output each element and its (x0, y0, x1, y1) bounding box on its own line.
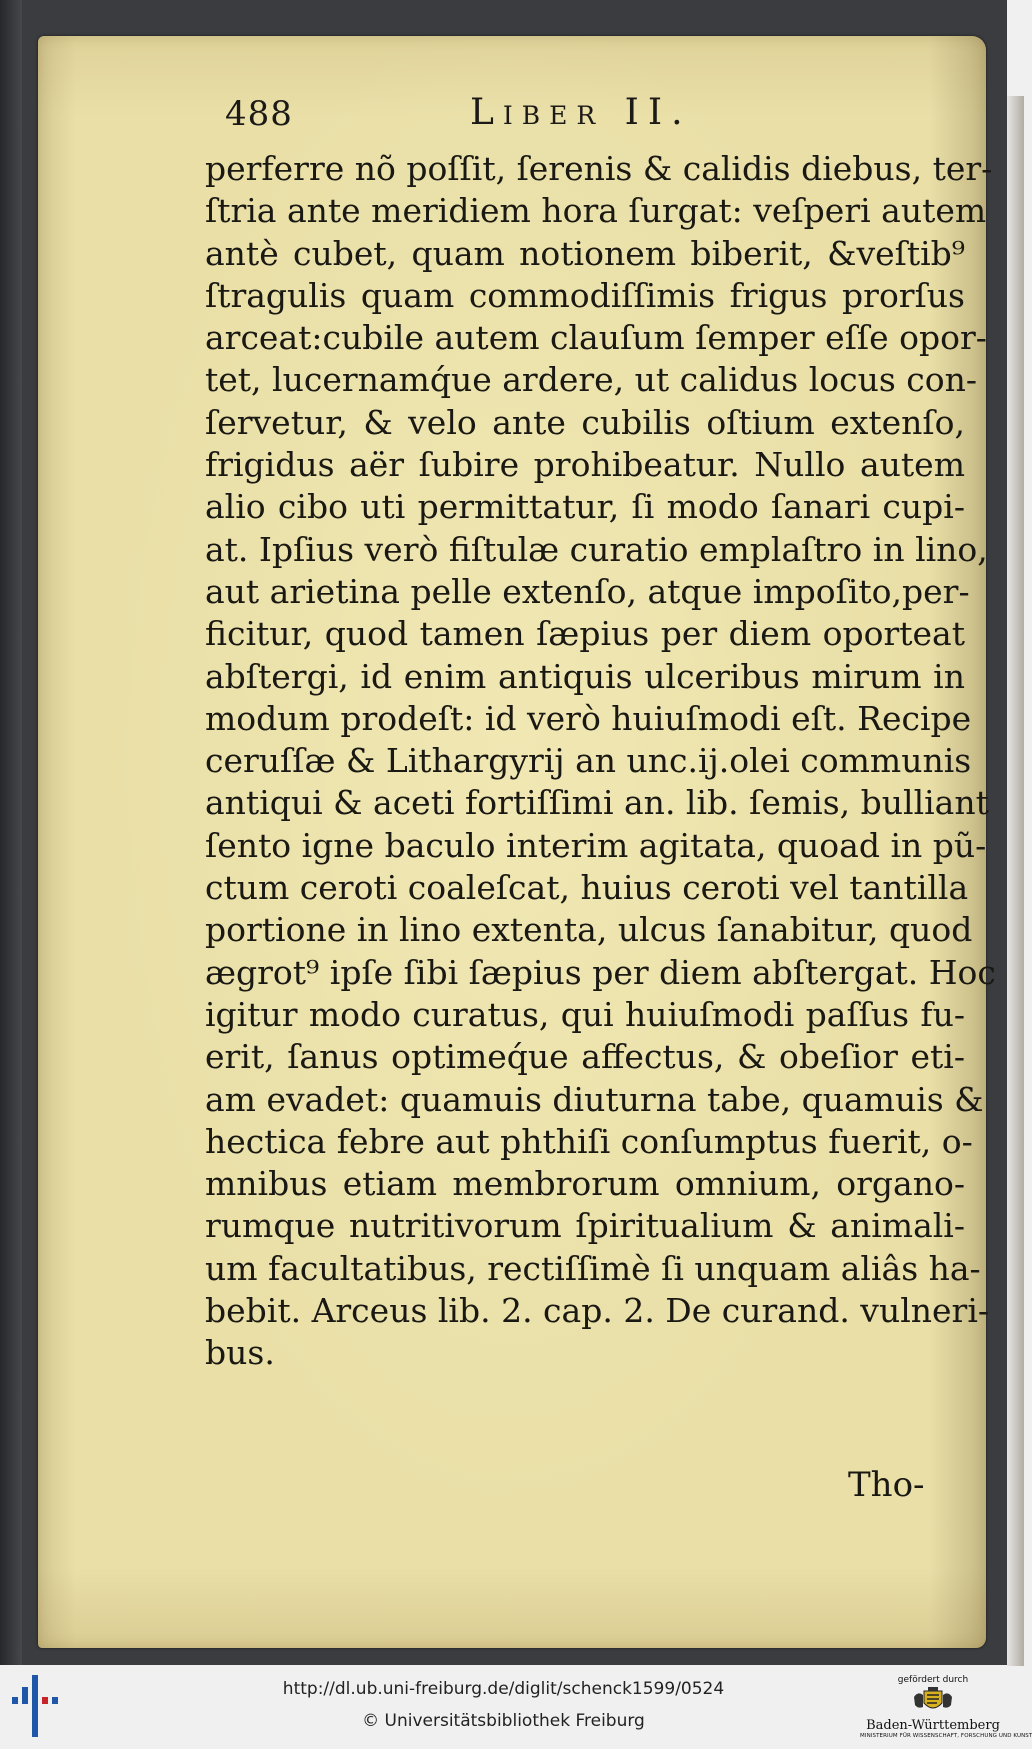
text-line: hectica febre aut phthiſi conſumptus fuerit, o- (205, 1121, 973, 1161)
body-text (205, 148, 996, 1375)
running-head: Liber II. (470, 92, 692, 133)
text-line: mnibus etiam membrorum omnium, organo- (205, 1164, 965, 1204)
text-line: ſtria ante meridiem hora ſurgat: veſperi autem (205, 191, 987, 231)
text-line: rumque nutritivorum ſpiritualium & animali- (205, 1206, 965, 1246)
text-line: abſtergi, id enim antiquis ulceribus mirum in (205, 656, 965, 696)
funding-block (860, 1675, 1032, 1747)
text-line: ſervetur, & velo ante cubilis oſtium extenſo, (205, 402, 965, 442)
text-line: erit, ſanus optimeq́ue affectus, & obeſior eti- (205, 1037, 965, 1077)
text-line: am evadet: quamuis diuturna tabe, quamuis & (205, 1079, 984, 1119)
footer-url-link[interactable]: http://dl.ub.uni-freiburg.de/diglit/schenck1599/0524 (282, 1679, 725, 1699)
page-header (225, 92, 745, 142)
text-line: antiqui & aceti fortiſſimi an. lib. ſemis, bulliant (205, 783, 989, 823)
page-number: 488 (225, 94, 293, 134)
text-line: bus. (205, 1333, 275, 1373)
text-line: ceruſſæ & Lithargyrij an unc.ij.olei communis (205, 741, 972, 781)
text-line: aut arietina pelle extenſo, atque impoſito,per- (205, 571, 970, 611)
text-line: perferre nõ poſſit, ſerenis & calidis diebus, ter- (205, 149, 993, 188)
text-line: ſtragulis quam commodiſſimis frigus prorſus (205, 275, 965, 315)
text-line: ſento igne baculo interim agitata, quoad in pũ- (205, 825, 987, 865)
text-line: at. Ipſius verò fiſtulæ curatio emplaſtro in lino, (205, 529, 988, 569)
text-line: bebit. Arceus lib. 2. cap. 2. De curand. vulneri- (205, 1291, 990, 1331)
state-name: Baden-Württemberg (866, 1718, 1000, 1733)
text-line: portione in lino extenta, ulcus ſanabitur, quod (205, 910, 973, 950)
bw-coat-of-arms-icon (910, 1687, 956, 1715)
text-line: ægrot⁹ ipſe ſibi ſæpius per diem abſtergat. Hoc (205, 952, 996, 992)
text-line: arceat:cubile autem clauſum ſemper eſſe opor- (205, 318, 987, 358)
funded-by-label: gefördert durch (897, 1675, 969, 1685)
text-line: ctum ceroti coaleſcat, huius ceroti vel tantilla (205, 868, 969, 908)
text-line: antè cubet, quam notionem biberit, &veſtib⁹ (205, 233, 965, 273)
text-line: tet, lucernamq́ue ardere, ut calidus locus con- (205, 360, 978, 400)
footer-copyright: © Universitätsbibliothek Freiburg (362, 1711, 645, 1731)
text-line: um facultatibus, rectiſſimè ſi unquam aliâs ha- (205, 1248, 981, 1288)
text-line: igitur modo curatus, qui huiuſmodi paſſus fu- (205, 994, 965, 1034)
ministry-label: MINISTERIUM FÜR WISSENSCHAFT, FORSCHUNG UND KUNST (860, 1733, 1032, 1739)
catchword: Tho- (848, 1465, 925, 1505)
viewer-footer (0, 1665, 1032, 1749)
text-line: frigidus aër ſubire prohibeatur. Nullo autem (205, 445, 965, 485)
text-line: modum prodeſt: id verò huiuſmodi eſt. Recipe (205, 698, 972, 738)
binding-board (0, 0, 22, 1665)
text-line: alio cibo uti permittatur, ſi modo ſanari cupi- (205, 487, 965, 527)
page-gutter-shadow (1004, 96, 1024, 1666)
text-line: ficitur, quod tamen ſæpius per diem oporteat (205, 614, 965, 654)
